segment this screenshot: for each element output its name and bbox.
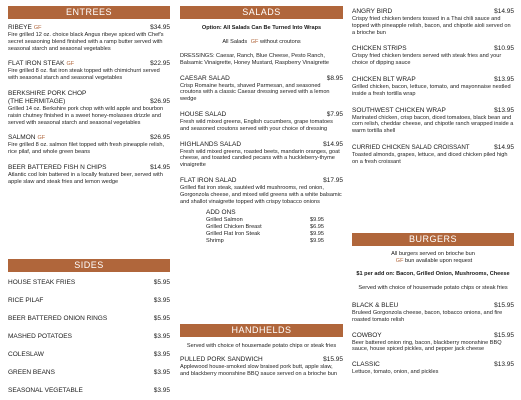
sides-list xyxy=(8,269,170,395)
item-description: Fire grilled 8 oz. flat iron steak topped with chimichurri served with seasonal starch and seasonal vegetables xyxy=(8,68,160,82)
menu-item-angry-bird xyxy=(352,8,514,36)
entrees-header: ENTREES xyxy=(8,6,170,19)
menu-item-fish-n-chips xyxy=(8,164,170,186)
addon-item xyxy=(206,238,324,245)
item-name: BEER BATTERED FISH N CHIPS xyxy=(8,163,107,171)
handhelds-section xyxy=(180,339,343,378)
menu-text: $5.95 xyxy=(153,279,170,286)
menu-text: MASHED POTATOES xyxy=(8,333,72,340)
item-description: Fire grilled 12 oz. choice black Angus ribeye spiced with Chef's secret seasoning blend finished with a ramp butter served with seasonal starch and seasonal vegetables xyxy=(8,32,164,52)
burgers-section xyxy=(352,251,514,376)
menu-text: $7.95 xyxy=(326,110,343,118)
menu-text: SEASONAL VEGETABLE xyxy=(8,387,83,394)
menu-text: Grilled Salmon xyxy=(206,217,243,224)
menu-item-ribeye xyxy=(8,24,170,52)
menu-text: ANGRY BIRD xyxy=(352,8,393,15)
gf-badge: GF xyxy=(33,25,42,31)
item-price: $26.95 xyxy=(150,97,170,105)
menu-text: GREEN BEANS xyxy=(8,369,55,376)
menu-item-highlands-salad xyxy=(180,141,343,169)
side-item xyxy=(8,279,170,287)
side-item xyxy=(8,369,170,377)
side-item xyxy=(8,333,170,341)
menu-text: $15.95 xyxy=(494,331,514,339)
menu-text: BEER BATTERED ONION RINGS xyxy=(8,315,108,322)
menu-text: Bruleed Gorgonzola cheese, bacon, tobacco onions, and fire roasted tomato relish xyxy=(352,310,503,323)
menu-item-black-bleu xyxy=(352,302,514,324)
menu-text: Fresh wild mixed greens, roasted beets, mandarin oranges, goat cheese, and toasted candied pecans with a huckleberry-thyme vinaigrette xyxy=(180,148,340,169)
burgers-note: All burgers served on brioche bun xyxy=(391,251,475,257)
menu-text: All Salads xyxy=(222,39,248,45)
addons-title: ADD ONS xyxy=(206,209,236,217)
gf-badge: GF xyxy=(37,135,46,142)
addon-item xyxy=(206,217,324,224)
menu-text: COLESLAW xyxy=(8,351,44,358)
menu-item-salmon xyxy=(8,134,170,156)
menu-text: $13.95 xyxy=(494,361,514,369)
menu-text: $15.95 xyxy=(494,302,514,309)
menu-text: $3.95 xyxy=(153,333,170,340)
item-name: BERKSHIRE PORK CHOP xyxy=(8,89,87,97)
menu-text: CURRIED CHICKEN SALAD CROISSANT xyxy=(352,143,470,151)
item-name: FLAT IRON STEAK xyxy=(8,60,65,68)
menu-text: BLACK & BLEU xyxy=(352,302,399,309)
menu-text: $9.95 xyxy=(310,238,324,245)
menu-text: bun available upon request xyxy=(405,258,473,264)
menu-text: Crispy fried chicken tenders tossed in a Thai chili sauce and topped with pineapple relish, bacon, and chipotle aioli served on a brioche bun xyxy=(352,16,511,36)
menu-text: CHICKEN BLT WRAP xyxy=(352,75,416,83)
menu-text: Applewood house-smoked slow braised pork butt, apple slaw, and blackberry moonshine BBQ sauce served on a brioche bun xyxy=(180,364,338,377)
burgers-side-note: Served with choice of housemade potato chips or steak fries xyxy=(358,285,508,291)
menu-text: $3.95 xyxy=(153,351,170,358)
burgers-header: BURGERS xyxy=(352,233,514,246)
menu-text: Grilled chicken, bacon, lettuce, tomato, and mayonnaise nestled inside a fresh tortilla wrap xyxy=(352,83,511,97)
addon-item xyxy=(206,231,324,238)
menu-text: $8.95 xyxy=(326,74,343,82)
item-description: Atlantic cod loin battered in a locally featured beer, served with apple slaw and steak fries and lemon wedge xyxy=(8,171,163,185)
menu-text: HIGHLANDS SALAD xyxy=(180,140,242,148)
menu-text: Grilled flat iron steak, sautéed wild mushrooms, red onion, Gorgonzola cheese, and mixed wild greens with a white balsamic and shallot vinaigrette topped with crispy tobacco onions xyxy=(180,184,342,205)
menu-text: $13.95 xyxy=(494,75,514,83)
item-name: SALMON xyxy=(8,134,36,142)
item-price: $34.95 xyxy=(150,24,170,31)
handhelds-header: HANDHELDS xyxy=(180,324,343,337)
menu-text: $17.95 xyxy=(323,176,343,184)
menu-text: Beer battered onion ring, bacon, blackberry moonshine BBQ sauce, house spiced pickles, and pepper jack cheese xyxy=(352,339,502,353)
menu-item-chicken-strips xyxy=(352,45,514,67)
menu-text: without croutons xyxy=(259,39,301,45)
item-price: $22.95 xyxy=(150,60,170,68)
menu-text: Grilled Flat Iron Steak xyxy=(206,231,261,238)
middle-column xyxy=(180,6,343,377)
menu-text: CLASSIC xyxy=(352,361,380,369)
menu-text: RICE PILAF xyxy=(8,297,44,304)
salads-header: SALADS xyxy=(180,6,343,19)
item-price: $26.95 xyxy=(150,134,170,142)
menu-item-chicken-blt-wrap xyxy=(352,76,514,98)
item-subtitle: (THE HERMITAGE) xyxy=(8,97,66,105)
menu-text: HOUSE SALAD xyxy=(180,110,227,118)
menu-text: Toasted almonds, grapes, lettuce, and diced chicken piled high on a fresh croissant xyxy=(352,151,508,165)
menu-text: $15.95 xyxy=(323,356,343,363)
menu-text: $3.95 xyxy=(153,369,170,376)
menu-text: Shrimp xyxy=(206,238,224,245)
side-item xyxy=(8,387,170,395)
dressings-list: DRESSINGS: Caesar, Ranch, Blue Cheese, Pesto Ranch, Balsamic Vinaigrette, Honey Mustard, Raspberry Vinaigrette xyxy=(180,53,330,66)
side-item xyxy=(8,351,170,359)
addon-item xyxy=(206,224,324,231)
menu-item-curried-chicken xyxy=(352,144,514,166)
menu-text: Grilled Chicken Breast xyxy=(206,224,262,231)
menu-text: Crispy fried chicken tenders served with steak fries and your choice of dipping sauce xyxy=(352,53,502,67)
menu-text: Fresh wild mixed greens, English cucumbers, grape tomatoes and seasoned croutons served with your choice of dressing xyxy=(180,118,333,132)
menu-text: $14.95 xyxy=(494,143,514,151)
salads-gf-note xyxy=(180,39,343,46)
menu-text: CHICKEN STRIPS xyxy=(352,45,407,53)
menu-item-caesar-salad xyxy=(180,75,343,103)
menu-text: SOUTHWEST CHICKEN WRAP xyxy=(352,106,446,114)
menu-text: GF xyxy=(395,258,404,264)
left-column xyxy=(8,6,170,394)
menu-item-classic xyxy=(352,361,514,376)
side-item xyxy=(8,315,170,323)
menu-item-pulled-pork xyxy=(180,356,343,378)
menu-text: Lettuce, tomato, onion, and pickles xyxy=(352,369,439,376)
menu-text: $9.95 xyxy=(310,231,324,238)
burgers-addon-note: $1 per add on: Bacon, Grilled Onion, Mushrooms, Cheese xyxy=(356,271,510,277)
menu-text: $9.95 xyxy=(310,217,324,224)
addons-list xyxy=(206,209,324,245)
menu-text: HOUSE STEAK FRIES xyxy=(8,279,76,286)
menu-text: COWBOY xyxy=(352,331,382,339)
right-column xyxy=(352,6,514,376)
item-description: Fire grilled 8 oz. salmon filet topped with fresh pineapple relish, rice pilaf, and whole green beans xyxy=(8,142,165,156)
menu-text: $3.95 xyxy=(153,387,170,394)
side-item xyxy=(8,297,170,305)
menu-item-house-salad xyxy=(180,111,343,133)
handhelds-note: Served with choice of housemade potato chips or steak fries xyxy=(186,343,337,349)
menu-text: $14.95 xyxy=(494,8,514,15)
menu-text: CAESAR SALAD xyxy=(180,74,230,82)
menu-text: Crisp Romaine hearts, shaved Parmesan, and seasoned croutons with a classic Caesar dressing served with a lemon wedge xyxy=(180,82,330,103)
menu-item-flat-iron-steak xyxy=(8,60,170,82)
item-description: Grilled 14 oz. Berkshire pork chop with wild apple and bourbon raisin chutney finished in a sweet honey-molasses drizzle and served with seasonal starch and seasonal vegetables xyxy=(8,105,164,126)
menu-text: $13.95 xyxy=(494,106,514,114)
menu-text: Marinated chicken, crisp bacon, diced tomatoes, black bean and corn relish, cheddar cheese, and chipotle ranch wrapped inside a warm tortilla shell xyxy=(352,114,514,135)
burgers-gf-note xyxy=(352,258,514,265)
menu-text: $14.95 xyxy=(323,140,343,148)
menu-text: $10.95 xyxy=(494,45,514,53)
item-price: $14.95 xyxy=(150,163,170,171)
menu-text: PULLED PORK SANDWICH xyxy=(180,356,263,363)
gf-badge: GF xyxy=(66,61,75,68)
menu-text: $6.95 xyxy=(310,224,324,231)
salads-option-note: Option: All Salads Can Be Turned Into Wraps xyxy=(201,25,322,31)
menu-item-flat-iron-salad xyxy=(180,177,343,205)
item-name: RIBEYE xyxy=(8,24,32,31)
menu-item-southwest-wrap xyxy=(352,107,514,135)
sides-header: SIDES xyxy=(8,259,170,272)
menu-text: $3.95 xyxy=(153,297,170,304)
menu-text: GF xyxy=(250,39,259,45)
menu-text: $5.95 xyxy=(153,315,170,322)
menu-item-pork-chop xyxy=(8,90,170,126)
menu-text: FLAT IRON SALAD xyxy=(180,176,237,184)
menu-item-cowboy xyxy=(352,332,514,354)
